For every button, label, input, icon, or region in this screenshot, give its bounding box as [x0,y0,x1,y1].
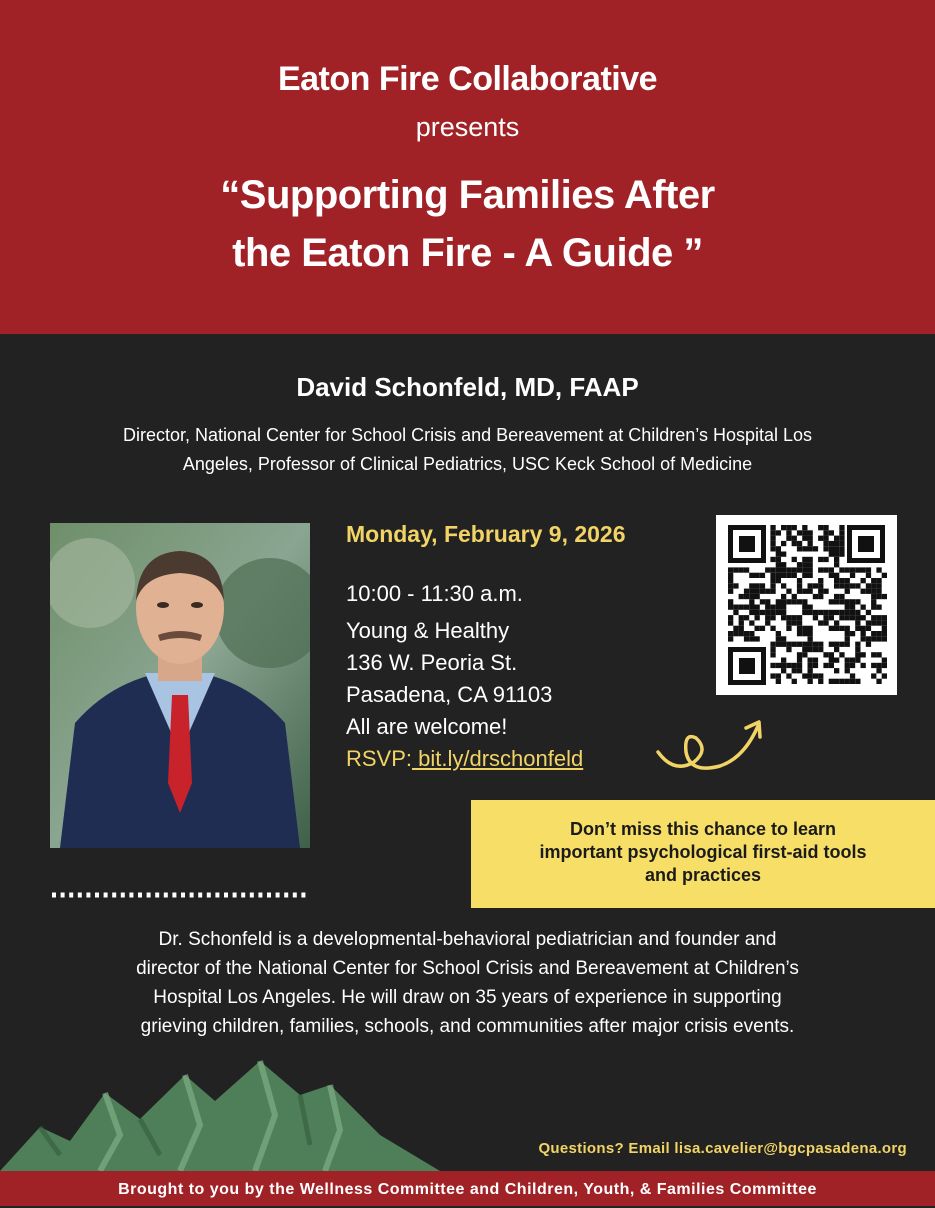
venue-street: 136 W. Peoria St. [346,650,518,675]
rsvp-link[interactable]: bit.ly/drschonfeld [412,746,584,771]
qr-code[interactable] [716,515,897,695]
bio-line3: Hospital Los Angeles. He will draw on 35 years of experience in supporting [153,987,782,1008]
callout-line2: important psychological first-aid tools [539,842,867,862]
speaker-role-line2: Angeles, Professor of Clinical Pediatrics, USC Keck School of Medicine [182,454,753,474]
questions-contact: Questions? Email lisa.cavelier@bgcpasadena.org [538,1140,907,1157]
event-title-line1: “Supporting Families After [220,173,715,217]
event-date: Monday, February 9, 2026 [346,521,626,547]
speaker-role-line1: Director, National Center for School Crisis and Bereavement at Children’s Hospital Los [123,425,812,445]
presents-text: presents [415,112,520,142]
event-title [0,166,935,282]
venue-name: Young & Healthy [346,618,510,643]
mountains-illustration [0,1055,440,1171]
rsvp-row [346,743,583,775]
event-time: 10:00 - 11:30 a.m. [346,581,523,606]
header-banner [0,0,935,334]
event-title-line2: the Eaton Fire - A Guide ” [232,231,703,275]
speaker-bio [40,925,895,1041]
welcome-text: All are welcome! [346,714,508,739]
bio-line2: director of the National Center for School Crisis and Bereavement at Children’s [136,958,799,979]
speaker-photo [50,523,310,848]
dotted-divider [50,891,312,899]
speaker-name: David Schonfeld, MD, FAAP [296,372,639,402]
org-name: Eaton Fire Collaborative [277,60,658,98]
bio-line4: grieving children, families, schools, and communities after major crisis events. [140,1016,795,1037]
callout-box [471,800,935,908]
callout-line3: and practices [644,865,762,885]
bio-line1: Dr. Schonfeld is a developmental-behavioral pediatrician and founder and [158,929,777,950]
event-details [346,578,583,775]
speaker-role [20,421,915,479]
venue-city: Pasadena, CA 91103 [346,682,553,707]
footer-banner: Brought to you by the Wellness Committee and Children, Youth, & Families Committee [0,1171,935,1206]
curly-arrow-icon [654,712,766,782]
callout-line1: Don’t miss this chance to learn [569,819,837,839]
rsvp-label: RSVP: [346,746,413,771]
